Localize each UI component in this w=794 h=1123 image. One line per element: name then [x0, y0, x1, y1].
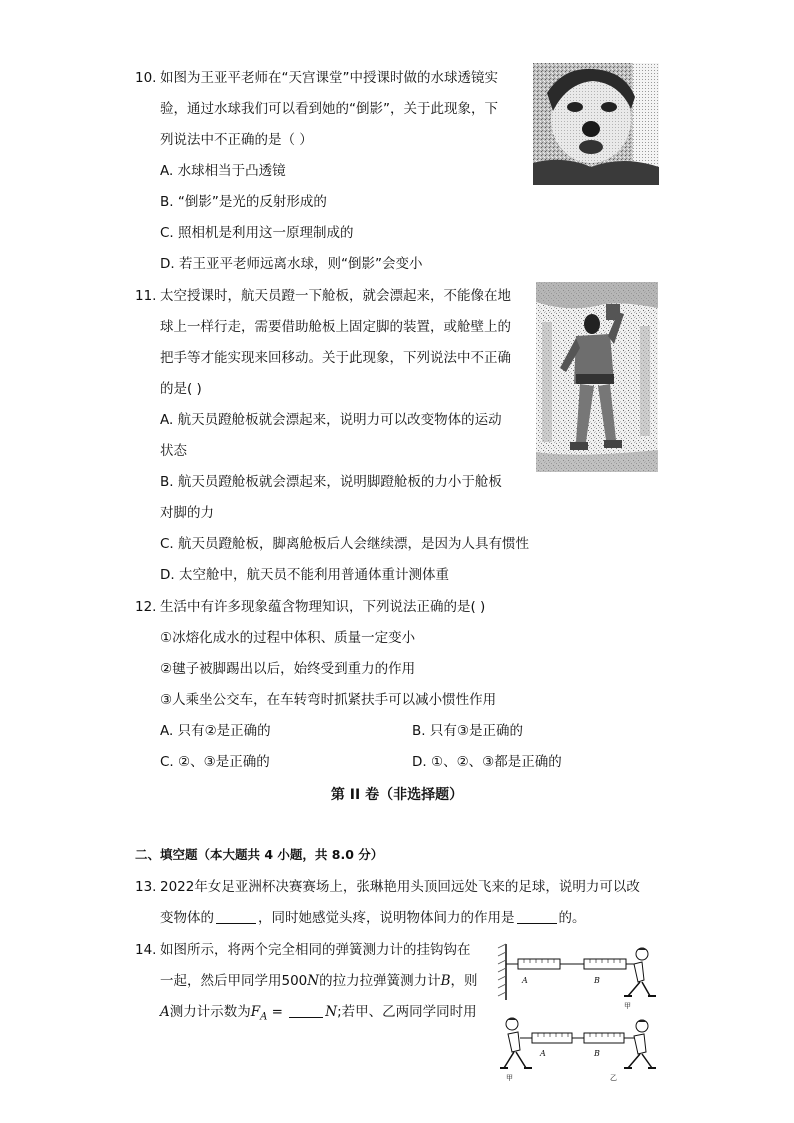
answer-unit: N — [325, 1004, 338, 1020]
question-14-text-d: 测力计示数为 — [169, 1004, 251, 1020]
question-10-option-c: C. 照相机是利用这一原理制成的 — [160, 225, 354, 241]
question-11-stem-line-2: 球上一样行走，需要借助舱板上固定脚的装置，或舱壁上的 — [160, 319, 511, 335]
question-10-option-b: B. “倒影”是光的反射形成的 — [160, 194, 327, 210]
figure-label-jia-bottom: 甲 — [506, 1074, 513, 1082]
question-12-statement-2: ②毽子被脚踢出以后，始终受到重力的作用 — [160, 661, 416, 677]
astronaut-photo — [536, 282, 658, 472]
question-11-option-a: A. 航天员蹬舱板就会漂起来，说明力可以改变物体的运动 — [160, 412, 502, 428]
question-14-text-e: ;若甲、乙两同学同时用 — [337, 1004, 477, 1020]
question-12-statement-3: ③人乘坐公交车，在车转弯时抓紧扶手可以减小惯性作用 — [160, 692, 497, 708]
meter-b-symbol: B — [440, 973, 451, 989]
section-2-title: 二、填空题（本大题共 4 小题，共 8.0 分） — [135, 847, 384, 862]
question-10-stem-line-3: 列说法中不正确的是（ ） — [160, 132, 313, 148]
question-14-line-2 — [160, 971, 478, 991]
answer-blank-3[interactable] — [289, 1003, 323, 1018]
question-11-option-a-cont: 状态 — [160, 443, 187, 459]
question-11-option-b: B. 航天员蹬舱板就会漂起来，说明脚蹬舱板的力小于舱板 — [160, 474, 502, 490]
figure-label-a-top: A — [522, 976, 528, 985]
question-12-option-c: C. ②、③是正确的 — [160, 754, 270, 770]
question-12-option-b: B. 只有③是正确的 — [412, 723, 523, 739]
question-10-stem-line-2: 验，通过水球我们可以看到她的“倒影”，关于此现象，下 — [160, 101, 498, 117]
force-value: 500 — [281, 973, 308, 989]
question-11-option-b-cont: 对脚的力 — [160, 505, 214, 521]
question-14-text-a: 一起，然后甲同学用 — [160, 973, 282, 989]
figure-label-b-top: B — [594, 976, 600, 985]
question-10-number: 10. — [135, 70, 157, 86]
figure-label-yi-bottom: 乙 — [610, 1074, 617, 1082]
part-2-title: 第 II 卷（非选择题） — [330, 787, 464, 803]
question-12-option-a: A. 只有②是正确的 — [160, 723, 271, 739]
question-10-stem-line-1: 如图为王亚平老师在“天宫课堂”中授课时做的水球透镜实 — [160, 70, 498, 86]
question-11-stem-line-4: 的是( ) — [160, 381, 202, 397]
question-14-number: 14. — [135, 942, 157, 958]
spring-scales-figure — [494, 938, 660, 1084]
question-12-number: 12. — [135, 599, 157, 615]
question-14-line-1: 如图所示，将两个完全相同的弹簧测力计的挂钩钩在 — [160, 942, 471, 958]
question-12-option-d: D. ①、②、③都是正确的 — [412, 754, 562, 770]
question-13-text-a: 变物体的 — [160, 910, 214, 926]
question-11-option-c: C. 航天员蹬舱板，脚离舱板后人会继续漂，是因为人具有惯性 — [160, 536, 530, 552]
answer-blank-2[interactable] — [517, 909, 557, 924]
question-10-option-a: A. 水球相当于凸透镜 — [160, 163, 286, 179]
question-13-line-2 — [160, 908, 586, 928]
figure-label-b-bottom: B — [594, 1049, 600, 1058]
meter-a-symbol: A — [160, 1004, 170, 1020]
question-14-line-3 — [160, 1002, 477, 1028]
answer-blank-1[interactable] — [216, 909, 256, 924]
question-11-stem-line-3: 把手等才能实现来回移动。关于此现象，下列说法中不正确 — [160, 350, 511, 366]
force-a-subscript: A — [260, 1011, 268, 1023]
equals-sign: = — [267, 1004, 288, 1020]
figure-label-jia-top: 甲 — [624, 1002, 631, 1010]
question-10-option-d: D. 若王亚平老师远离水球，则“倒影”会变小 — [160, 256, 423, 272]
question-11-number: 11. — [135, 288, 157, 304]
question-14-text-b: 的拉力拉弹簧测力计 — [319, 973, 441, 989]
figure-label-a-bottom: A — [540, 1049, 546, 1058]
question-14-text-c: ，则 — [450, 973, 478, 989]
question-13-text-c: 的。 — [558, 910, 586, 926]
question-13-number: 13. — [135, 879, 157, 895]
question-13-text-b: ，同时她感觉头疼，说明物体间力的作用是 — [258, 910, 515, 926]
question-11-option-d: D. 太空舱中，航天员不能利用普通体重计测体重 — [160, 567, 449, 583]
question-12-stem: 生活中有许多现象蕴含物理知识，下列说法正确的是( ) — [160, 599, 486, 615]
water-ball-lens-photo — [533, 63, 659, 185]
force-a-symbol: F — [250, 1004, 261, 1020]
force-unit: N — [307, 973, 320, 989]
question-13-line-1: 2022年女足亚洲杯决赛赛场上，张琳艳用头顶回远处飞来的足球，说明力可以改 — [160, 879, 640, 895]
question-12-statement-1: ①冰熔化成水的过程中体积、质量一定变小 — [160, 630, 416, 646]
question-11-stem-line-1: 太空授课时，航天员蹬一下舱板，就会漂起来，不能像在地 — [160, 288, 511, 304]
